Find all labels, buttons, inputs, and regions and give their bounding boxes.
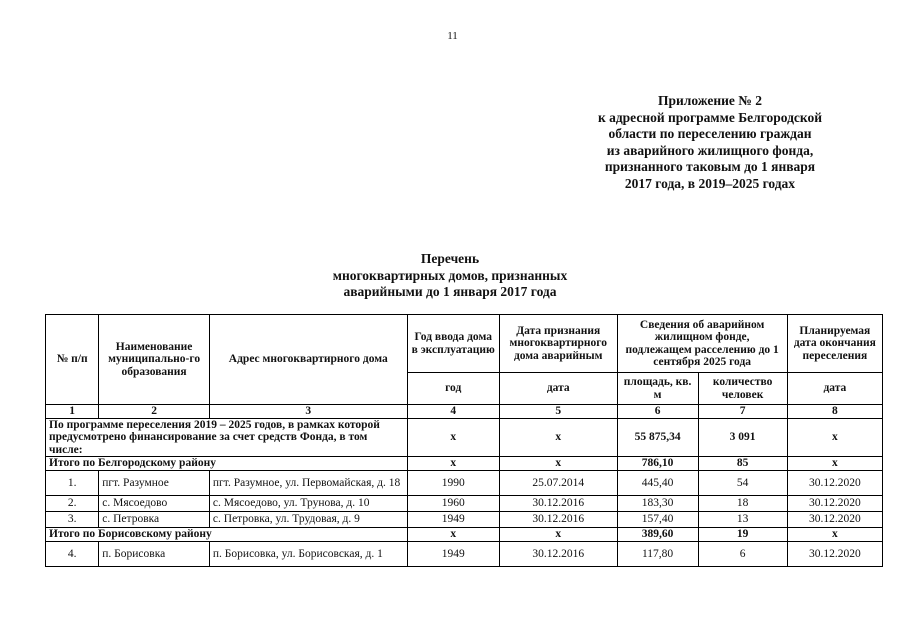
subheader-date: дата xyxy=(499,373,617,405)
header-number: № п/п xyxy=(46,315,99,405)
district-total-area: 389,60 xyxy=(617,528,698,542)
district-total-year: x xyxy=(407,528,499,542)
table-header-row xyxy=(46,315,883,373)
row-date: 25.07.2014 xyxy=(499,471,617,496)
row-number: 1. xyxy=(46,471,99,496)
row-end-date: 30.12.2020 xyxy=(787,512,882,528)
row-number: 4. xyxy=(46,542,99,567)
header-emergency-info: Сведения об аварийном жилищном фонде, подлежащем расселению до 1 сентября 2025 года xyxy=(617,315,787,373)
column-number: 1 xyxy=(46,405,99,419)
row-municipality: с. Петровка xyxy=(99,512,210,528)
row-municipality: с. Мясоедово xyxy=(99,496,210,512)
column-number: 7 xyxy=(698,405,787,419)
header-address: Адрес многоквартирного дома xyxy=(209,315,407,405)
column-numbers-row xyxy=(46,405,883,419)
program-total-row xyxy=(46,418,883,457)
district-total-end-date: x xyxy=(787,457,882,471)
subheader-people: количество человек xyxy=(698,373,787,405)
column-number: 4 xyxy=(407,405,499,419)
column-number: 6 xyxy=(617,405,698,419)
table-row xyxy=(46,512,883,528)
row-year: 1949 xyxy=(407,512,499,528)
row-date: 30.12.2016 xyxy=(499,512,617,528)
district-total-date: x xyxy=(499,457,617,471)
subheader-end-date: дата xyxy=(787,373,882,405)
program-total-area: 55 875,34 xyxy=(617,418,698,457)
row-number: 2. xyxy=(46,496,99,512)
row-date: 30.12.2016 xyxy=(499,542,617,567)
header-recognition-date: Дата признания многоквартирного дома аварийным xyxy=(499,315,617,373)
program-total-label: По программе переселения 2019 – 2025 годов, в рамках которой предусмотрено финансирование за счет средств Фонда, в том числе: xyxy=(46,418,408,457)
row-end-date: 30.12.2020 xyxy=(787,542,882,567)
district-total-row xyxy=(46,528,883,542)
appendix-line: из аварийного жилищного фонда, xyxy=(606,142,814,158)
program-total-people: 3 091 xyxy=(698,418,787,457)
row-year: 1990 xyxy=(407,471,499,496)
district-total-area: 786,10 xyxy=(617,457,698,471)
row-municipality: п. Борисовка xyxy=(99,542,210,567)
program-total-date: x xyxy=(499,418,617,457)
row-people: 13 xyxy=(698,512,787,528)
table-row xyxy=(46,496,883,512)
row-end-date: 30.12.2020 xyxy=(787,471,882,496)
district-total-label: Итого по Борисовскому району xyxy=(46,528,408,542)
list-title-line: многоквартирных домов, признанных xyxy=(332,267,568,283)
row-people: 18 xyxy=(698,496,787,512)
header-planned-date: Планируемая дата окончания переселения xyxy=(787,315,882,373)
column-number: 2 xyxy=(99,405,210,419)
district-total-row xyxy=(46,457,883,471)
column-number: 3 xyxy=(209,405,407,419)
column-number: 5 xyxy=(499,405,617,419)
row-address: с. Петровка, ул. Трудовая, д. 9 xyxy=(209,512,407,528)
appendix-line: признанного таковым до 1 января xyxy=(604,159,816,174)
appendix-line: 2017 года, в 2019–2025 годах xyxy=(624,175,796,191)
row-address: п. Борисовка, ул. Борисовская, д. 1 xyxy=(209,542,407,567)
appendix-line: Приложение № 2 xyxy=(658,93,762,108)
appendix-line: области по переселению граждан xyxy=(608,126,812,141)
subheader-year: год xyxy=(407,373,499,405)
row-year: 1960 xyxy=(407,496,499,512)
district-total-people: 19 xyxy=(698,528,787,542)
row-area: 445,40 xyxy=(617,471,698,496)
column-number: 8 xyxy=(787,405,882,419)
district-total-date: x xyxy=(499,528,617,542)
row-people: 6 xyxy=(698,542,787,567)
row-year: 1949 xyxy=(407,542,499,567)
row-area: 157,40 xyxy=(617,512,698,528)
program-total-end-date: x xyxy=(787,418,882,457)
row-address: с. Мясоедово, ул. Трунова, д. 10 xyxy=(209,496,407,512)
row-end-date: 30.12.2020 xyxy=(787,496,882,512)
row-area: 183,30 xyxy=(617,496,698,512)
header-year: Год ввода дома в эксплуатацию xyxy=(407,315,499,373)
program-total-year: x xyxy=(407,418,499,457)
table-row xyxy=(46,471,883,496)
appendix-heading xyxy=(560,93,860,192)
list-title-line: аварийными до 1 января 2017 года xyxy=(343,284,557,299)
row-people: 54 xyxy=(698,471,787,496)
list-title-line: Перечень xyxy=(420,251,480,266)
page-number: 11 xyxy=(447,30,458,42)
row-number: 3. xyxy=(46,512,99,528)
table-row xyxy=(46,542,883,567)
subheader-area: площадь, кв. м xyxy=(617,373,698,405)
appendix-line: к адресной программе Белгородской xyxy=(597,109,823,125)
header-municipality: Наименование муниципально-го образования xyxy=(99,315,210,405)
row-date: 30.12.2016 xyxy=(499,496,617,512)
district-total-year: x xyxy=(407,457,499,471)
district-total-end-date: x xyxy=(787,528,882,542)
row-municipality: пгт. Разумное xyxy=(99,471,210,496)
row-address: пгт. Разумное, ул. Первомайская, д. 18 xyxy=(209,471,407,496)
district-total-label: Итого по Белгородскому району xyxy=(46,457,408,471)
district-total-people: 85 xyxy=(698,457,787,471)
list-title xyxy=(240,251,660,301)
row-area: 117,80 xyxy=(617,542,698,567)
housing-table xyxy=(45,314,883,567)
